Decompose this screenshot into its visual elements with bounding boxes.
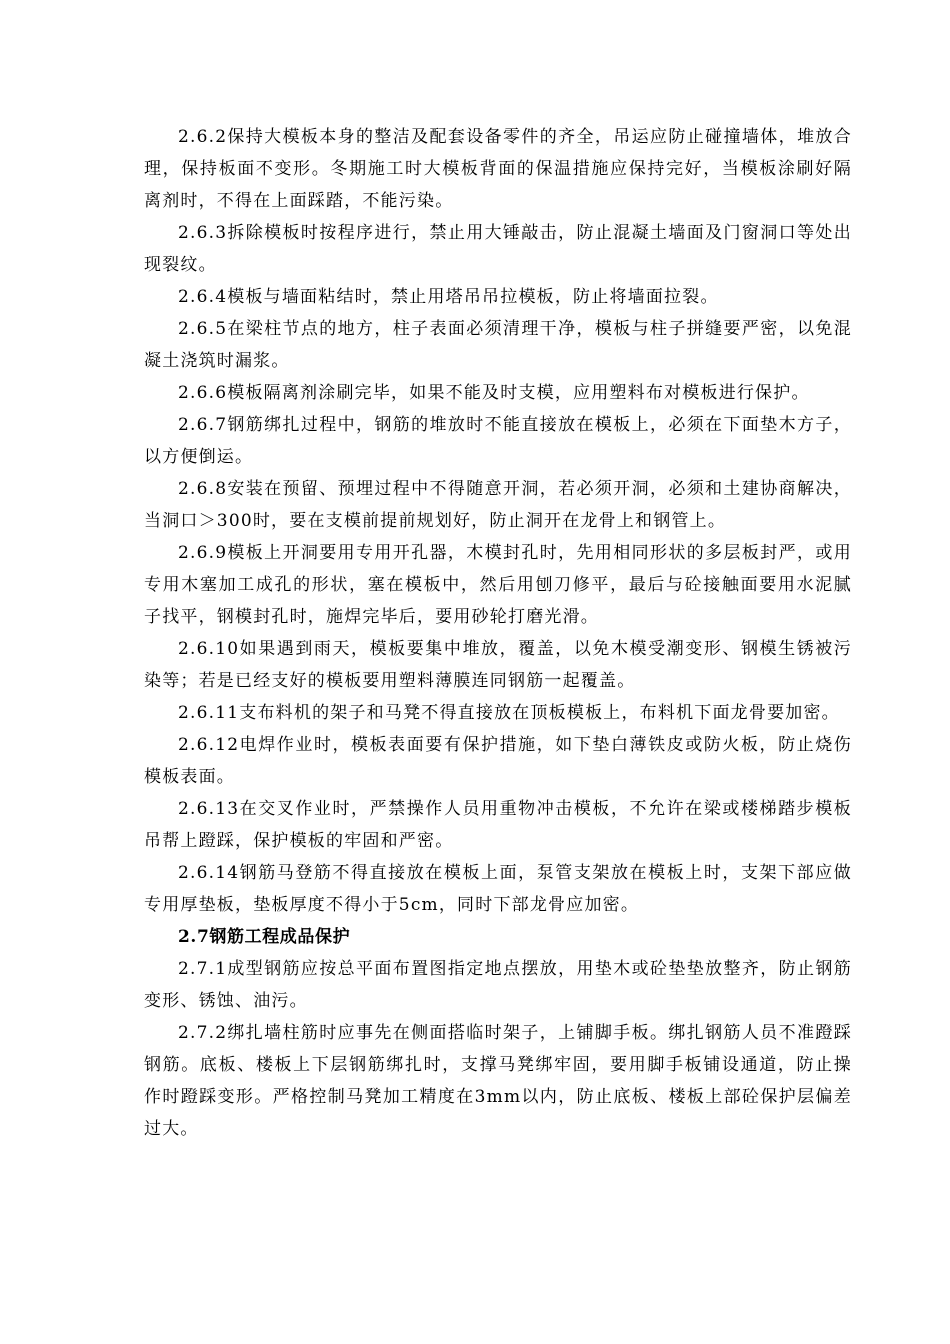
paragraph-2-7-1: 2.7.1成型钢筋应按总平面布置图指定地点摆放，用垫木或砼垫垫放整齐，防止钢筋变形、锈蚀、油污。 bbox=[144, 959, 852, 1011]
paragraph-2-6-8: 2.6.8安装在预留、预埋过程中不得随意开洞，若必须开洞，必须和土建协商解决，当洞口＞300时，要在支模前提前规划好，防止洞开在龙骨上和钢管上。 bbox=[144, 479, 852, 531]
paragraph-2-6-6: 2.6.6模板隔离剂涂刷完毕，如果不能及时支模，应用塑料布对模板进行保护。 bbox=[178, 383, 810, 403]
paragraph-2-6-14: 2.6.14钢筋马登筋不得直接放在模板上面，泵管支架放在模板上时，支架下部应做专用厚垫板，垫板厚度不得小于5cm，同时下部龙骨应加密。 bbox=[144, 863, 852, 915]
paragraph-2-6-10: 2.6.10如果遇到雨天，模板要集中堆放，覆盖，以免木模受潮变形、钢模生锈被污染等；若是已经支好的模板要用塑料薄膜连同钢筋一起覆盖。 bbox=[144, 639, 852, 691]
paragraph-2-6-4: 2.6.4模板与墙面粘结时，禁止用塔吊吊拉模板，防止将墙面拉裂。 bbox=[178, 287, 719, 307]
paragraph-2-6-7: 2.6.7钢筋绑扎过程中，钢筋的堆放时不能直接放在模板上，必须在下面垫木方子，以方便倒运。 bbox=[144, 415, 852, 467]
paragraph-2-6-9: 2.6.9模板上开洞要用专用开孔器，木模封孔时，先用相同形状的多层板封严，或用专用木塞加工成孔的形状，塞在模板中，然后用刨刀修平，最后与砼接触面要用水泥腻子找平，钢模封孔时，施焊完毕后，要用砂轮打磨光滑。 bbox=[144, 543, 852, 627]
paragraph-2-6-13: 2.6.13在交叉作业时，严禁操作人员用重物冲击模板，不允许在梁或楼梯踏步模板吊帮上蹬踩，保护模板的牢固和严密。 bbox=[144, 799, 852, 851]
paragraph-2-6-12: 2.6.12电焊作业时，模板表面要有保护措施，如下垫白薄铁皮或防火板，防止烧伤模板表面。 bbox=[144, 735, 852, 787]
paragraph-2-6-5: 2.6.5在梁柱节点的地方，柱子表面必须清理干净，模板与柱子拼缝要严密，以免混凝土浇筑时漏浆。 bbox=[144, 319, 852, 371]
paragraph-2-7-2: 2.7.2绑扎墙柱筋时应事先在侧面搭临时架子，上铺脚手板。绑扎钢筋人员不准蹬踩钢筋。底板、楼板上下层钢筋绑扎时，支撑马凳绑牢固，要用脚手板铺设通道，防止操作时蹬踩变形。严格控制马凳加工精度在3mm以内，防止底板、楼板上部砼保护层偏差过大。 bbox=[144, 1023, 852, 1139]
paragraph-2-6-2: 2.6.2保持大模板本身的整洁及配套设备零件的齐全，吊运应防止碰撞墙体，堆放合理，保持板面不变形。冬期施工时大模板背面的保温措施应保持完好，当模板涂刷好隔离剂时，不得在上面踩踏，不能污染。 bbox=[144, 127, 852, 211]
document-body bbox=[144, 121, 852, 1145]
section-heading-2-7: 2.7钢筋工程成品保护 bbox=[178, 927, 351, 947]
paragraph-2-6-3: 2.6.3拆除模板时按程序进行，禁止用大锤敲击，防止混凝土墙面及门窗洞口等处出现裂纹。 bbox=[144, 223, 852, 275]
paragraph-2-6-11: 2.6.11支布料机的架子和马凳不得直接放在顶板模板上，布料机下面龙骨要加密。 bbox=[178, 703, 840, 723]
